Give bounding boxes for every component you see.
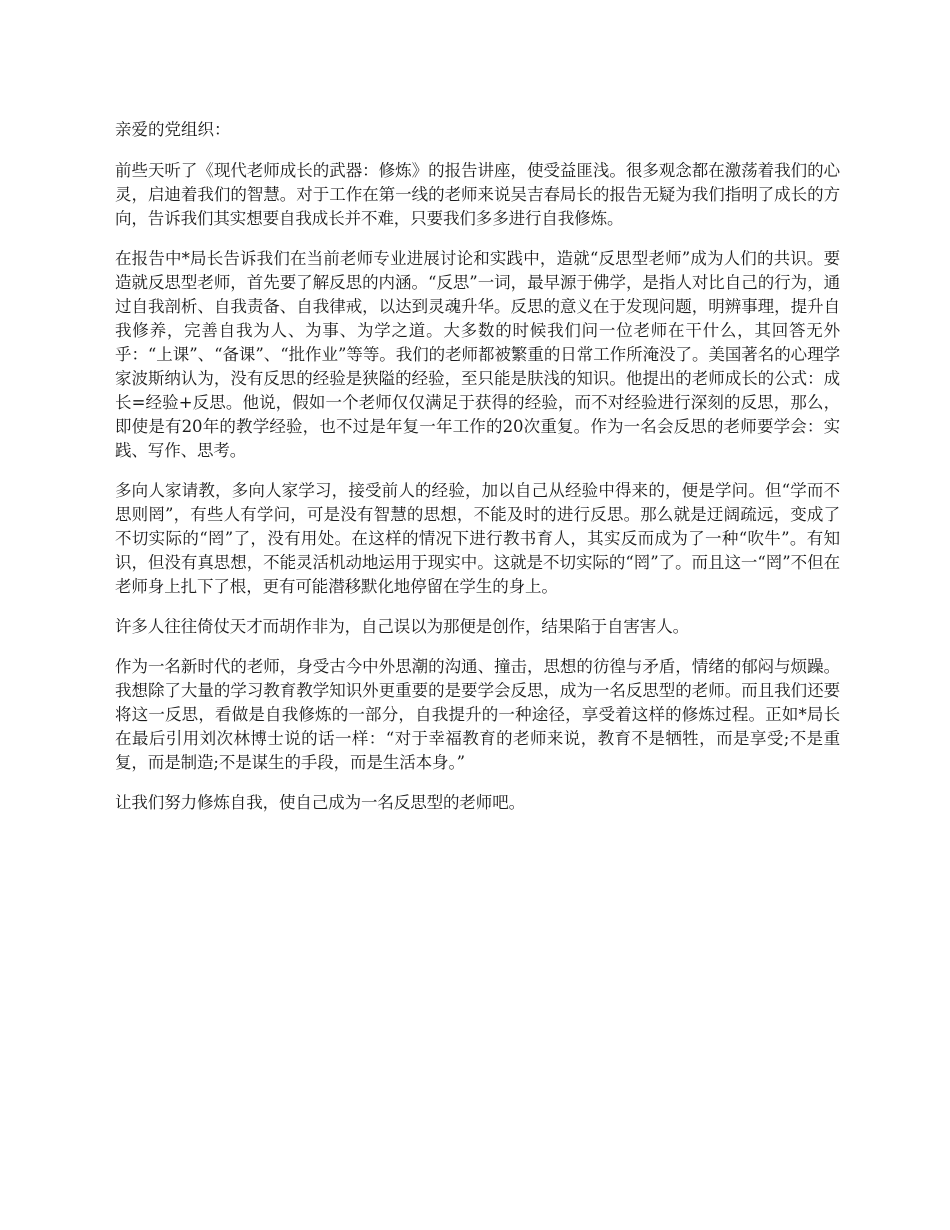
document-page	[115, 118, 840, 831]
paragraph-5: 作为一名新时代的老师，身受古今中外思潮的沟通、撞击，思想的彷徨与矛盾，情绪的郁闷与烦躁。我想除了大量的学习教育教学知识外更重要的是要学会反思，成为一名反思型的老师。而且我们还要将这一反思，看做是自我修炼的一部分，自我提升的一种途径，享受着这样的修炼过程。正如*局长在最后引用刘次林博士说的话一样：“对于幸福教育的老师来说，教育不是牺牲，而是享受;不是重复，而是制造;不是谋生的手段，而是生活本身。”	[115, 657, 840, 772]
paragraph-1: 前些天听了《现代老师成长的武器：修炼》的报告讲座，使受益匪浅。很多观念都在激荡着我们的心灵，启迪着我们的智慧。对于工作在第一线的老师来说吴吉春局长的报告无疑为我们指明了成长的方向，告诉我们其实想要自我成长并不难，只要我们多多进行自我修炼。	[115, 161, 840, 228]
paragraph-2: 在报告中*局长告诉我们在当前老师专业进展讨论和实践中，造就“反思型老师”成为人们的共识。要造就反思型老师，首先要了解反思的内涵。“反思”一词，最早源于佛学，是指人对比自己的行为，通过自我剖析、自我责备、自我律戒，以达到灵魂升华。反思的意义在于发现问题，明辨事理，提升自我修养，完善自我为人、为事、为学之道。大多数的时候我们问一位老师在干什么，其回答无外乎：“上课”、“备课”、“批作业”等等。我们的老师都被繁重的日常工作所淹没了。美国著名的心理学家波斯纳认为，没有反思的经验是狭隘的经验，至只能是肤浅的知识。他提出的老师成长的公式：成长=经验+反思。他说，假如一个老师仅仅满足于获得的经验，而不对经验进行深刻的反思，那么，即使是有20年的教学经验，也不过是年复一年工作的20次重复。作为一名会反思的老师要学会：实践、写作、思考。	[115, 249, 840, 460]
paragraph-6: 让我们努力修炼自我，使自己成为一名反思型的老师吧。	[115, 793, 526, 812]
salutation: 亲爱的党组织：	[115, 120, 231, 139]
paragraph-3: 多向人家请教，多向人家学习，接受前人的经验，加以自己从经验中得来的，便是学问。但“学而不思则罔”，有些人有学问，可是没有智慧的思想，不能及时的进行反思。那么就是迂阔疏远，变成了不切实际的“罔”了，没有用处。在这样的情况下进行教书育人，其实反而成为了一种“吹牛”。有知识，但没有真思想，不能灵活机动地运用于现实中。这就是不切实际的“罔”了。而且这一“罔”不但在老师身上扎下了根，更有可能潜移默化地停留在学生的身上。	[115, 481, 840, 596]
paragraph-4: 许多人往往倚仗天才而胡作非为，自己误以为那便是创作，结果陷于自害害人。	[115, 617, 690, 636]
